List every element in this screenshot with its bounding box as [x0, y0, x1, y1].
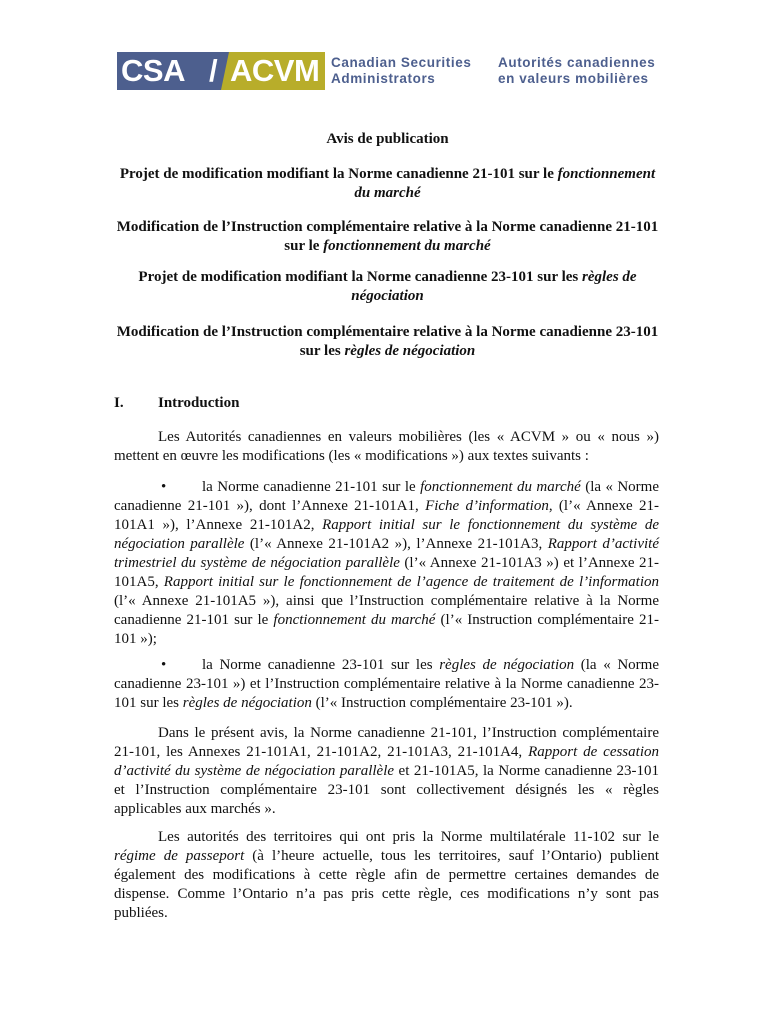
intro-paragraph: Les Autorités canadiennes en valeurs mobilières (les « ACVM » ou « nous ») mettent en œuvre les modifications (les « modifications ») aux textes suivants :	[114, 429, 659, 464]
logo-french-name: Autorités canadiennes en valeurs mobilières	[498, 55, 656, 86]
title-proposed-23-101: Projet de modification modifiant la Norme canadienne 23-101 sur les règles de négociation	[138, 269, 637, 304]
logo-csa-text: CSA	[121, 53, 185, 88]
section-title: Introduction	[158, 395, 240, 411]
logo-acvm-text: ACVM	[230, 53, 320, 88]
logo-slash-text: /	[209, 53, 218, 88]
section-number: I.	[114, 395, 124, 411]
definitions-paragraph: Dans le présent avis, la Norme canadienne 21-101, l’Instruction complémentaire 21-101, les Annexes 21-101A1, 21-101A2, 21-101A3, 21-101A4, Rapport de cessation d’activité du système de négociation parallèle et 21-101A5, la Norme canadienne 23-101 et l’Instruction complémentaire 23-101 sont collectivement désignés les « règles applicables aux marchés ».	[114, 725, 659, 817]
bullet-icon: •	[161, 657, 167, 673]
title-companion-23-101: Modification de l’Instruction complémentaire relative à la Norme canadienne 23-101 sur les règles de négociation	[116, 324, 659, 359]
csa-acvm-logo	[117, 52, 662, 90]
passport-paragraph: Les autorités des territoires qui ont pris la Norme multilatérale 11-102 sur le régime de passeport (à l’heure actuelle, tous les territoires, sauf l’Ontario) publient également des modifications à cette règle afin de permettre certaines demandes de dispense. Comme l’Ontario n’a pas pris cette règle, ces modifications n’y sont pas publiées.	[114, 829, 659, 921]
bullet-item-21-101: • la Norme canadienne 21-101 sur le fonctionnement du marché (la « Norme canadienne 21-101 »), dont l’Annexe 21-101A1, Fiche d’information, (l’« Annexe 21-101A1 »), l’Annexe 21-101A2, Rapport initial sur le fonctionnement du système de négociation parallèle (l’« Annexe 21-101A2 »), l’Annexe 21-101A3, Rapport d’activité trimestriel du système de négociation parallèle (l’« Annexe 21-101A3 ») et l’Annexe 21-101A5, Rapport initial sur le fonctionnement de l’agence de traitement de l’information (l’« Annexe 21-101A5 »), ainsi que l’Instruction complémentaire relative à la Norme canadienne 21-101 sur le fonctionnement du marché (l’« Instruction complémentaire 21-101 »);	[114, 479, 660, 647]
logo-english-name: Canadian Securities Administrators	[331, 55, 472, 86]
notice-title: Avis de publication	[326, 131, 449, 147]
title-proposed-21-101: Projet de modification modifiant la Norme canadienne 21-101 sur le fonctionnement du marché	[119, 166, 656, 201]
bullet-item-23-101: • la Norme canadienne 23-101 sur les règles de négociation (la « Norme canadienne 23-101 ») et l’Instruction complémentaire relative à la Norme canadienne 23-101 sur les règles de négociation (l’« Instruction complémentaire 23-101 »).	[114, 657, 659, 711]
bullet-icon: •	[161, 479, 167, 495]
title-companion-21-101: Modification de l’Instruction complémentaire relative à la Norme canadienne 21-101 sur le fonctionnement du marché	[116, 219, 659, 254]
